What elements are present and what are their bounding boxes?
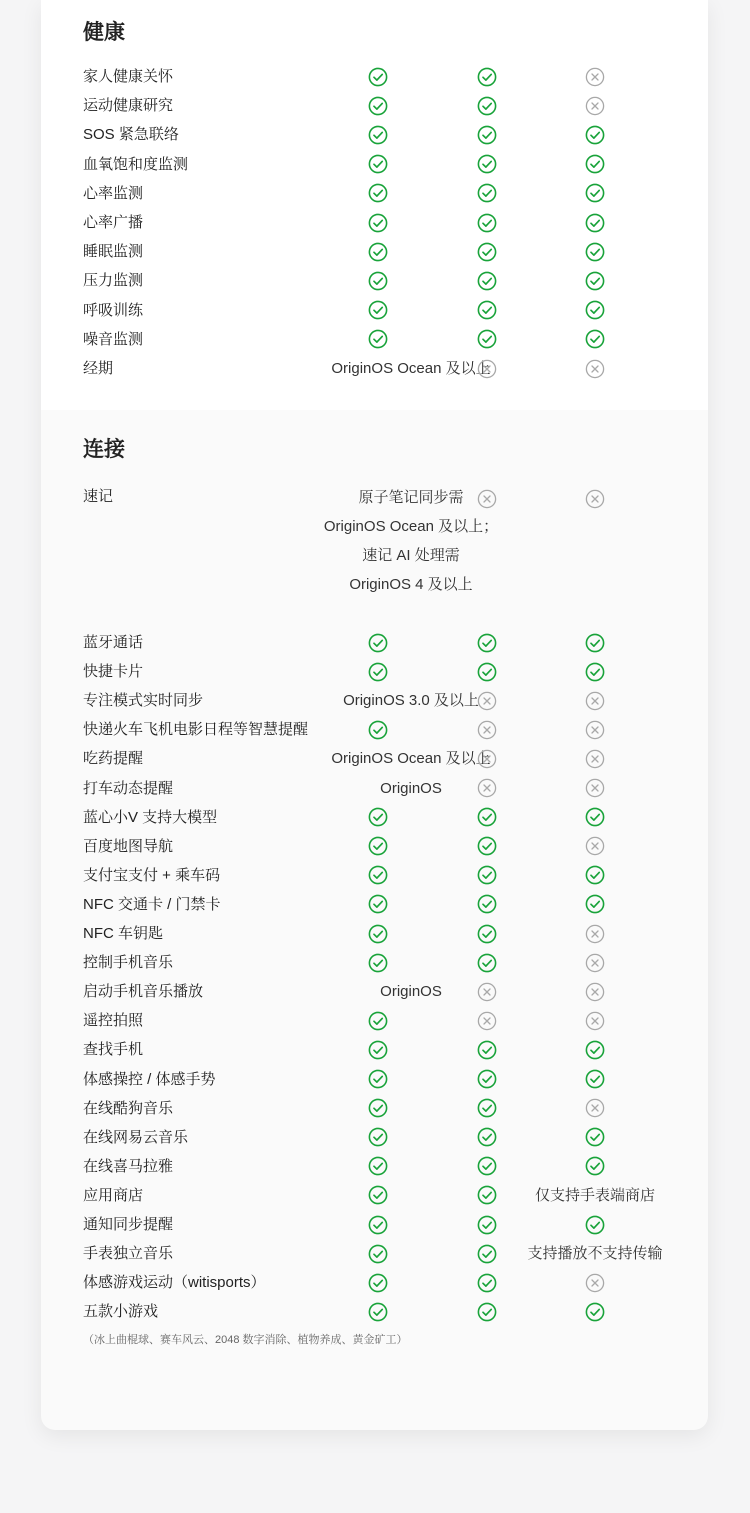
cell-col2 [447, 890, 527, 919]
table-row [41, 1035, 708, 1064]
cell-text-col1: OriginOS Ocean 及以上 [331, 360, 491, 377]
cell-col2 [447, 1123, 527, 1152]
cross-circle-icon [477, 749, 497, 769]
cell-col2 [447, 91, 527, 120]
cell-col3 [555, 1268, 635, 1297]
cell-col3 [555, 977, 635, 1006]
cell-col1 [338, 803, 418, 832]
cross-circle-icon [477, 489, 497, 509]
cross-circle-icon [585, 1273, 605, 1293]
feature-label: 支付宝支付 + 乘车码 [83, 866, 221, 884]
check-circle-icon [585, 1069, 605, 1089]
check-circle-icon [368, 720, 388, 740]
cross-circle-icon [477, 1011, 497, 1031]
check-circle-icon [368, 1185, 388, 1205]
cell-col2 [447, 325, 527, 354]
cross-circle-icon [477, 982, 497, 1002]
requirement-line: OriginOS 4 及以上 [349, 576, 473, 593]
cell-col2 [447, 1094, 527, 1123]
cell-col3 [555, 120, 635, 149]
cell-col3 [555, 325, 635, 354]
feature-label: 遥控拍照 [83, 1012, 144, 1030]
table-row [41, 62, 708, 91]
check-circle-icon [368, 1156, 388, 1176]
cell-col2 [447, 179, 527, 208]
table-row [41, 1210, 708, 1239]
cell-col2 [447, 1210, 527, 1239]
cross-circle-icon [585, 1011, 605, 1031]
cell-col1 [338, 1268, 418, 1297]
cell-col3 [555, 1065, 635, 1094]
cell-col2 [447, 744, 527, 773]
cell-col2 [447, 861, 527, 890]
cell-col1 [338, 1239, 418, 1268]
check-circle-icon [585, 865, 605, 885]
cross-circle-icon [585, 1098, 605, 1118]
cell-col1 [338, 120, 418, 149]
feature-label: 家人健康关怀 [83, 68, 174, 85]
table-row [41, 861, 708, 890]
feature-label: 控制手机音乐 [83, 954, 174, 972]
check-circle-icon [585, 1127, 605, 1147]
check-circle-icon [368, 329, 388, 349]
check-circle-icon [585, 154, 605, 174]
check-circle-icon [477, 1302, 497, 1322]
check-circle-icon [368, 953, 388, 973]
check-circle-icon [585, 807, 605, 827]
check-circle-icon [477, 1069, 497, 1089]
cell-col2 [447, 1152, 527, 1181]
table-row [41, 266, 708, 295]
cell-col1 [338, 237, 418, 266]
cell-col2 [447, 237, 527, 266]
check-circle-icon [368, 894, 388, 914]
feature-label: 噪音监测 [83, 330, 144, 348]
table-row [41, 237, 708, 266]
check-circle-icon [368, 1040, 388, 1060]
check-circle-icon [368, 96, 388, 116]
table-row [41, 628, 708, 657]
cell-col1 [338, 1210, 418, 1239]
feature-label: 在线网易云音乐 [83, 1128, 189, 1146]
check-circle-icon [368, 125, 388, 145]
table-row [41, 1094, 708, 1123]
cell-col3 [555, 832, 635, 861]
check-circle-icon [368, 1098, 388, 1118]
check-circle-icon [368, 807, 388, 827]
cell-col1 [338, 1094, 418, 1123]
cell-col2 [447, 686, 527, 715]
check-circle-icon [368, 300, 388, 320]
check-circle-icon [477, 1215, 497, 1235]
check-circle-icon [477, 1040, 497, 1060]
cell-col2 [447, 803, 527, 832]
cross-circle-icon [585, 359, 605, 379]
cell-col3 [555, 1094, 635, 1123]
cell-col2 [447, 120, 527, 149]
cell-col2 [447, 977, 527, 1006]
cell-col1 [338, 1181, 418, 1210]
table-row [41, 1123, 708, 1152]
feature-label: 在线酷狗音乐 [83, 1099, 174, 1117]
feature-label: 血氧饱和度监测 [83, 155, 189, 173]
cell-col1 [338, 861, 418, 890]
cell-col2 [447, 354, 527, 383]
cell-col1 [338, 150, 418, 179]
section-title-connect: 连接 [83, 438, 125, 461]
check-circle-icon [477, 183, 497, 203]
cell-col3 [555, 1210, 635, 1239]
table-row [41, 296, 708, 325]
feature-label: 通知同步提醒 [83, 1216, 174, 1233]
feature-label: 吃药提醒 [83, 750, 144, 768]
feature-label: 呼吸训练 [83, 301, 144, 319]
check-circle-icon [368, 1302, 388, 1322]
cell-col3 [555, 803, 635, 832]
cell-col2 [447, 774, 527, 803]
cell-col1 [338, 179, 418, 208]
check-circle-icon [585, 242, 605, 262]
check-circle-icon [477, 67, 497, 87]
cell-col1 [338, 890, 418, 919]
table-row [41, 91, 708, 120]
table-row [41, 208, 708, 237]
cell-col3 [555, 890, 635, 919]
check-circle-icon [477, 1156, 497, 1176]
check-circle-icon [477, 154, 497, 174]
cell-text-col3: 支持播放不支持传输 [527, 1245, 663, 1263]
check-circle-icon [585, 183, 605, 203]
cell-col2 [447, 1297, 527, 1326]
cell-col3 [555, 861, 635, 890]
cell-col3 [555, 1006, 635, 1035]
cell-col1 [338, 266, 418, 295]
table-row [41, 179, 708, 208]
feature-label: 睡眠监测 [83, 243, 144, 261]
feature-label: NFC 交通卡 / 门禁卡 [83, 895, 221, 913]
cell-text-col3: 仅支持手表端商店 [534, 1186, 655, 1204]
cell-col1 [338, 325, 418, 354]
check-circle-icon [477, 633, 497, 653]
check-circle-icon [368, 1011, 388, 1031]
table-row [41, 1006, 708, 1035]
cell-text-col1: OriginOS 3.0 及以上 [343, 692, 479, 710]
check-circle-icon [368, 67, 388, 87]
feature-label: 在线喜马拉雅 [83, 1157, 174, 1175]
feature-label: 百度地图导航 [83, 837, 174, 855]
table-row [41, 774, 708, 803]
feature-label: 心率广播 [83, 214, 144, 231]
check-circle-icon [368, 1273, 388, 1293]
check-circle-icon [368, 633, 388, 653]
check-circle-icon [368, 1069, 388, 1089]
table-row [41, 150, 708, 179]
cell-col3 [555, 657, 635, 686]
cell-col2 [447, 715, 527, 744]
check-circle-icon [477, 271, 497, 291]
feature-label: 蓝牙通话 [83, 634, 144, 651]
cell-col3 [555, 296, 635, 325]
feature-label: SOS 紧急联络 [83, 126, 179, 144]
check-circle-icon [585, 329, 605, 349]
cell-col2 [447, 208, 527, 237]
check-circle-icon [368, 1244, 388, 1264]
cell-col3 [555, 628, 635, 657]
cell-col1 [338, 1006, 418, 1035]
feature-label: 体感游戏运动（witisports） [83, 1274, 266, 1292]
check-circle-icon [368, 271, 388, 291]
cell-col2 [447, 1035, 527, 1064]
feature-label: 查找手机 [83, 1041, 144, 1059]
cell-col3 [555, 150, 635, 179]
check-circle-icon [477, 96, 497, 116]
feature-label: 经期 [83, 360, 114, 377]
feature-label: 运动健康研究 [83, 97, 174, 115]
cross-circle-icon [585, 691, 605, 711]
cell-col2 [447, 296, 527, 325]
cell-col1 [338, 296, 418, 325]
cell-col1 [338, 1297, 418, 1326]
cell-col1 [338, 208, 418, 237]
check-circle-icon [477, 953, 497, 973]
check-circle-icon [477, 329, 497, 349]
check-circle-icon [585, 125, 605, 145]
table-row [41, 1297, 708, 1326]
table-row [41, 1181, 708, 1210]
cell-col3 [555, 686, 635, 715]
cell-text-col1: OriginOS [380, 983, 442, 1001]
cell-col2 [447, 150, 527, 179]
cell-col1 [338, 628, 418, 657]
table-row [41, 354, 708, 383]
check-circle-icon [477, 1098, 497, 1118]
cross-circle-icon [585, 489, 605, 509]
cell-col2 [447, 948, 527, 977]
requirement-line: 速记 AI 处理需 [362, 547, 460, 564]
table-row [41, 1152, 708, 1181]
feature-label: 打车动态提醒 [83, 779, 174, 797]
cell-col2 [447, 919, 527, 948]
table-row [41, 1239, 708, 1268]
cell-col3 [555, 1152, 635, 1181]
games-footnote: （冰上曲棍球、赛车风云、2048 数字消除、植物养成、黄金矿工） [83, 1334, 408, 1346]
cell-col3 [555, 948, 635, 977]
check-circle-icon [585, 894, 605, 914]
cell-text-col1: OriginOS [380, 779, 442, 797]
cell-col3 [555, 715, 635, 744]
table-row [41, 803, 708, 832]
check-circle-icon [477, 300, 497, 320]
cross-circle-icon [585, 924, 605, 944]
cell-col3 [555, 266, 635, 295]
cell-col2 [447, 1268, 527, 1297]
cell-col1 [338, 1065, 418, 1094]
table-row [41, 715, 708, 744]
feature-label: 专注模式实时同步 [83, 692, 204, 710]
cross-circle-icon [477, 691, 497, 711]
check-circle-icon [368, 1215, 388, 1235]
cross-circle-icon [585, 720, 605, 740]
cell-col3 [555, 91, 635, 120]
check-circle-icon [477, 1244, 497, 1264]
cell-col2 [447, 266, 527, 295]
cell-col3 [555, 484, 635, 513]
table-row [41, 832, 708, 861]
cross-circle-icon [585, 778, 605, 798]
table-row [41, 657, 708, 686]
cross-circle-icon [477, 778, 497, 798]
cell-col1 [338, 657, 418, 686]
feature-label: 心率监测 [83, 184, 144, 202]
table-row [41, 744, 708, 773]
cross-circle-icon [477, 720, 497, 740]
cell-col2 [447, 832, 527, 861]
cross-circle-icon [585, 749, 605, 769]
cross-circle-icon [585, 96, 605, 116]
section-title-health: 健康 [83, 21, 125, 44]
cell-col2 [447, 62, 527, 91]
table-row [41, 1065, 708, 1094]
cell-col1 [338, 62, 418, 91]
feature-label: NFC 车钥匙 [83, 925, 163, 942]
check-circle-icon [368, 924, 388, 944]
cross-circle-icon [585, 67, 605, 87]
cross-circle-icon [585, 982, 605, 1002]
feature-label: 速记 [83, 488, 114, 505]
cell-col2 [447, 1065, 527, 1094]
cell-col3 [555, 62, 635, 91]
check-circle-icon [368, 865, 388, 885]
cell-col2 [447, 628, 527, 657]
check-circle-icon [477, 894, 497, 914]
cell-col1 [338, 948, 418, 977]
check-circle-icon [368, 662, 388, 682]
check-circle-icon [477, 125, 497, 145]
cell-col1 [338, 832, 418, 861]
cell-col1 [338, 1035, 418, 1064]
feature-label: 五款小游戏 [83, 1303, 159, 1321]
feature-label: 体感操控 / 体感手势 [83, 1070, 216, 1088]
check-circle-icon [368, 836, 388, 856]
table-row [41, 120, 708, 149]
table-row [41, 890, 708, 919]
cell-col3 [555, 354, 635, 383]
check-circle-icon [477, 836, 497, 856]
check-circle-icon [477, 1273, 497, 1293]
requirement-line: 原子笔记同步需 [358, 489, 464, 506]
cell-col1 [338, 715, 418, 744]
cell-col3 [555, 1297, 635, 1326]
cross-circle-icon [585, 836, 605, 856]
feature-label: 蓝心小V 支持大模型 [83, 808, 218, 826]
cell-col3 [555, 1035, 635, 1064]
check-circle-icon [477, 1127, 497, 1147]
cell-col3 [555, 237, 635, 266]
check-circle-icon [585, 1156, 605, 1176]
table-row [41, 919, 708, 948]
requirement-line: OriginOS Ocean 及以上； [323, 518, 499, 535]
check-circle-icon [477, 242, 497, 262]
comparison-card [41, 0, 708, 1430]
feature-label: 手表独立音乐 [83, 1245, 174, 1263]
check-circle-icon [585, 662, 605, 682]
table-row [41, 325, 708, 354]
check-circle-icon [477, 924, 497, 944]
cross-circle-icon [585, 953, 605, 973]
check-circle-icon [368, 213, 388, 233]
cell-col3 [555, 774, 635, 803]
check-circle-icon [585, 271, 605, 291]
cell-col2 [447, 657, 527, 686]
check-circle-icon [477, 1185, 497, 1205]
cell-col3 [555, 744, 635, 773]
cell-col1 [338, 1152, 418, 1181]
check-circle-icon [585, 1215, 605, 1235]
feature-label: 压力监测 [83, 272, 144, 290]
check-circle-icon [477, 213, 497, 233]
table-row [41, 977, 708, 1006]
check-circle-icon [368, 242, 388, 262]
cross-circle-icon [477, 359, 497, 379]
cell-col3 [555, 179, 635, 208]
check-circle-icon [585, 1040, 605, 1060]
check-circle-icon [477, 865, 497, 885]
cell-col3 [555, 919, 635, 948]
table-row-suji [41, 482, 708, 602]
cell-col1 [338, 919, 418, 948]
feature-label: 快递火车飞机电影日程等智慧提醒 [83, 721, 309, 739]
table-row [41, 948, 708, 977]
table-row [41, 686, 708, 715]
check-circle-icon [368, 183, 388, 203]
check-circle-icon [477, 807, 497, 827]
cell-col3 [555, 1123, 635, 1152]
check-circle-icon [585, 633, 605, 653]
cell-text-col1: OriginOS Ocean 及以上 [331, 750, 491, 768]
cell-col2 [447, 484, 527, 513]
check-circle-icon [368, 154, 388, 174]
feature-label: 启动手机音乐播放 [83, 983, 204, 1001]
cell-col2 [447, 1006, 527, 1035]
table-row [41, 1268, 708, 1297]
cell-col1 [338, 1123, 418, 1152]
feature-label: 应用商店 [83, 1186, 144, 1204]
cell-col3 [555, 208, 635, 237]
cell-col1 [338, 91, 418, 120]
check-circle-icon [585, 300, 605, 320]
check-circle-icon [477, 662, 497, 682]
check-circle-icon [368, 1127, 388, 1147]
check-circle-icon [585, 213, 605, 233]
feature-label: 快捷卡片 [83, 663, 144, 681]
check-circle-icon [585, 1302, 605, 1322]
